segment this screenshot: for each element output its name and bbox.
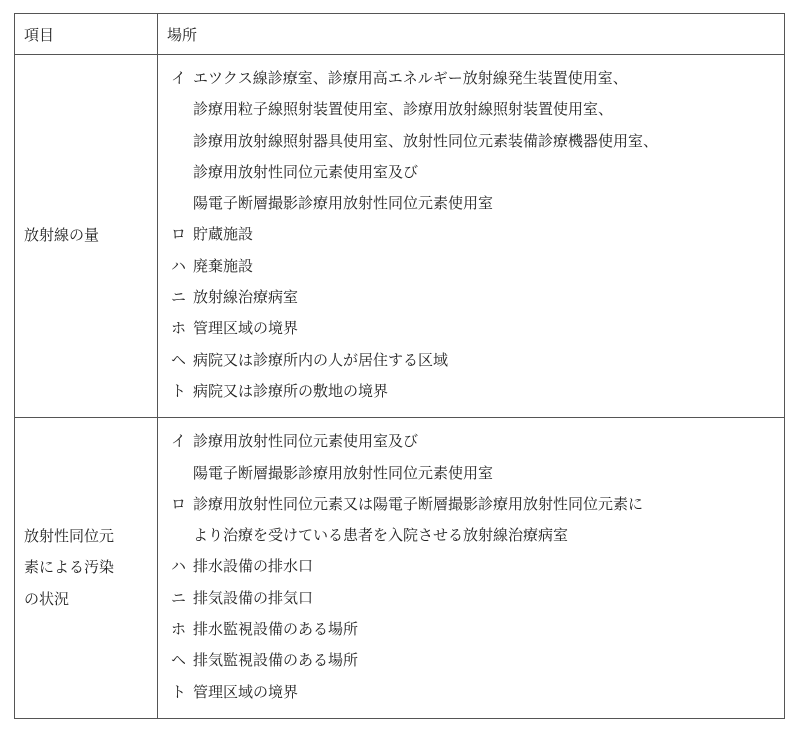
list-marker: ヘ [171, 651, 187, 670]
list-item-text: 排水監視設備のある場所 [193, 620, 359, 639]
item-label: の状況 [24, 589, 70, 608]
list-item-text: 排気監視設備のある場所 [193, 651, 359, 670]
regulation-table [14, 13, 785, 719]
list-item [158, 677, 784, 708]
list-item [158, 645, 784, 676]
list-marker: ニ [171, 288, 187, 307]
list-item [158, 426, 784, 489]
list-item [158, 63, 784, 219]
list-marker: ホ [171, 319, 187, 338]
list-item-text: 診療用放射線照射器具使用室、放射性同位元素装備診療機器使用室、 [193, 131, 659, 150]
list-item-text: 陽電子断層撮影診療用放射性同位元素使用室 [193, 194, 494, 213]
list-item-text: 診療用放射性同位元素又は陽電子断層撮影診療用放射性同位元素に [193, 494, 644, 513]
list-item [158, 489, 784, 552]
list-item-text: 診療用放射性同位元素使用室及び [193, 162, 419, 181]
list-marker: ハ [171, 256, 187, 275]
place-cell [158, 418, 785, 719]
list-marker: ヘ [171, 350, 187, 369]
list-item-text: 貯蔵施設 [193, 225, 254, 244]
item-cell [15, 55, 158, 418]
item-label: 放射線の量 [24, 226, 100, 245]
list-marker: ト [171, 682, 187, 701]
list-item-text: 診療用粒子線照射装置使用室、診療用放射線照射装置使用室、 [193, 100, 614, 119]
list-marker: ト [171, 381, 187, 400]
header-row [15, 14, 785, 55]
item-cell [15, 418, 158, 719]
list-marker: ロ [171, 225, 187, 244]
list-item [158, 251, 784, 282]
header-item: 項目 [15, 14, 158, 55]
list-item-text: 陽電子断層撮影診療用放射性同位元素使用室 [193, 463, 494, 482]
list-marker: ホ [171, 620, 187, 639]
list-item-text: 病院又は診療所内の人が居住する区域 [193, 350, 449, 369]
list-item-text: 排気設備の排気口 [193, 588, 314, 607]
list-item [158, 219, 784, 250]
list-item [158, 313, 784, 344]
list-marker: イ [171, 432, 187, 451]
list-item-text: 廃棄施設 [193, 256, 254, 275]
table-row-radiation-dose [15, 55, 785, 418]
list-marker: イ [171, 69, 187, 87]
item-label: 放射性同位元 [24, 527, 115, 546]
list-item-text: 排水設備の排水口 [193, 557, 314, 576]
list-item [158, 345, 784, 376]
list-item [158, 376, 784, 407]
list-item-text: 診療用放射性同位元素使用室及び [193, 432, 419, 451]
list-item [158, 282, 784, 313]
list-marker: ロ [171, 494, 187, 513]
list-item-text: 病院又は診療所の敷地の境界 [193, 381, 389, 400]
list-item [158, 551, 784, 582]
list-item [158, 583, 784, 614]
list-item-text: 管理区域の境界 [193, 682, 299, 701]
list-item-text: エツクス線診療室、診療用高エネルギー放射線発生装置使用室、 [193, 69, 628, 87]
list-item-text: 放射線治療病室 [193, 288, 299, 307]
place-cell [158, 55, 785, 418]
list-marker: ハ [171, 557, 187, 576]
item-label: 素による汚染 [24, 558, 115, 577]
list-marker: ニ [171, 588, 187, 607]
list-item-text: 管理区域の境界 [193, 319, 299, 338]
list-item-text: より治療を受けている患者を入院させる放射線治療病室 [193, 526, 569, 545]
table-row-contamination [15, 418, 785, 719]
header-place: 場所 [158, 14, 785, 55]
list-item [158, 614, 784, 645]
